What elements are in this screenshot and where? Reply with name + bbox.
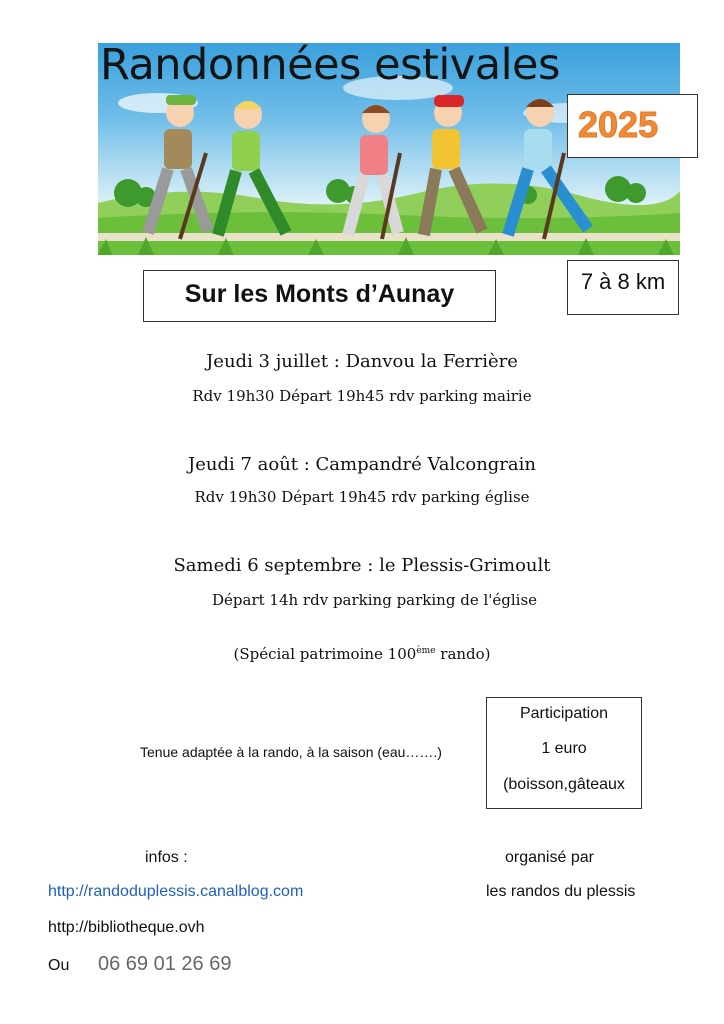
event-1-details: Rdv 19h30 Départ 19h45 rdv parking mairie bbox=[192, 387, 532, 405]
phone-number: 06 69 01 26 69 bbox=[98, 953, 232, 975]
poster-title: Randonnées estivales bbox=[100, 40, 560, 90]
special-note-sup: ème bbox=[416, 646, 436, 656]
special-note bbox=[0, 645, 724, 663]
special-note-prefix: (Spécial patrimoine 100 bbox=[233, 645, 417, 663]
organizer-label: organisé par bbox=[505, 849, 594, 866]
blog-link[interactable]: http://randoduplessis.canalblog.com bbox=[48, 883, 304, 900]
event-2-details: Rdv 19h30 Départ 19h45 rdv parking église bbox=[194, 488, 530, 506]
participation-note: (boisson,gâteaux bbox=[503, 776, 625, 793]
participation-price: 1 euro bbox=[541, 740, 587, 757]
year-label: 2025 bbox=[578, 104, 659, 145]
special-note-suffix: rando) bbox=[435, 645, 491, 663]
event-3-details: Départ 14h rdv parking parking de l'église bbox=[212, 591, 538, 609]
event-2-heading: Jeudi 7 août : Campandré Valcongrain bbox=[187, 454, 536, 475]
organizer-name: les randos du plessis bbox=[486, 883, 636, 900]
event-3-heading: Samedi 6 septembre : le Plessis-Grimoult bbox=[173, 555, 551, 576]
participation-label: Participation bbox=[519, 705, 609, 722]
dress-code-note: Tenue adaptée à la rando, à la saison (eau…….) bbox=[140, 744, 442, 760]
distance-label: 7 à 8 km bbox=[580, 269, 666, 294]
event-1-heading: Jeudi 3 juillet : Danvou la Ferrière bbox=[206, 351, 518, 372]
infos-label: infos : bbox=[145, 849, 188, 866]
or-label: Ou bbox=[48, 957, 70, 974]
library-url: http://bibliotheque.ovh bbox=[48, 919, 205, 936]
subtitle: Sur les Monts d’Aunay bbox=[184, 280, 455, 308]
